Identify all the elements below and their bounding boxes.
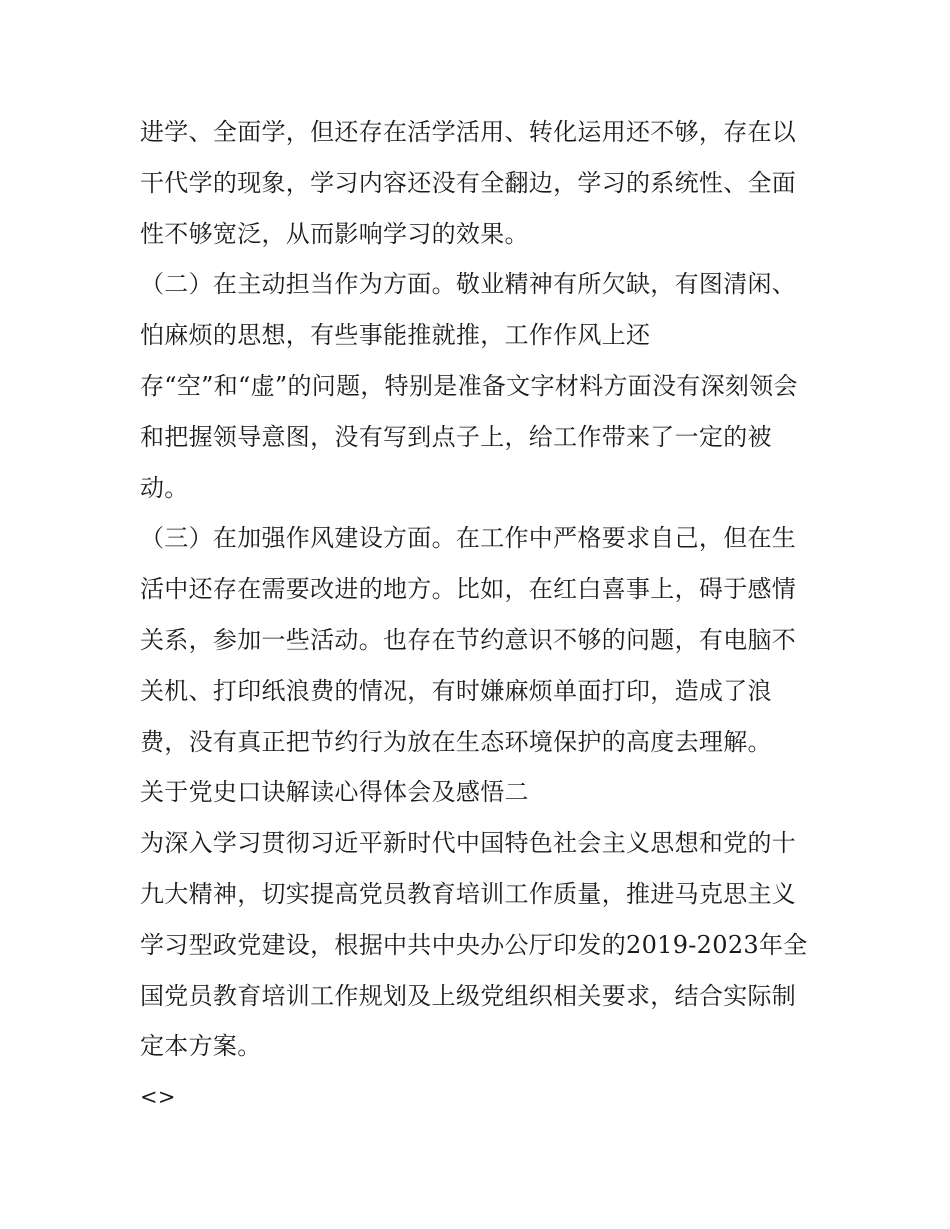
text-line: 定本方案。 [140,1032,262,1061]
text-line: 为深入学习贯彻习近平新时代中国特色社会主义思想和党的十 [140,829,797,858]
document-body [140,107,820,1123]
text-line: 费，没有真正把节约行为放在生态环境保护的高度去理解。 [140,727,772,756]
text-line: （二）在主动担当作为方面。敬业精神有所欠缺，有图清闲、 [140,270,797,299]
text-line: 进学、全面学，但还存在活学活用、转化运用还不够，存在以 [140,118,797,146]
section-heading: 关于党史口诀解读心得体会及感悟二 [140,778,529,807]
text-line: 动。 [140,473,189,502]
text-line: 干代学的现象，学习内容还没有全翻边，学习的系统性、全面 [140,168,797,197]
text-line: 和把握领导意图，没有写到点子上，给工作带来了一定的被 [140,422,772,451]
text-line: （三）在加强作风建设方面。在工作中严格要求自己，但在生 [140,524,797,553]
text-line: 关系，参加一些活动。也存在节约意识不够的问题，有电脑不 [140,625,797,654]
text-line: 怕麻烦的思想，有些事能推就推，工作作风上还 [140,321,651,350]
text-line: 九大精神，切实提高党员教育培训工作质量，推进马克思主义 [140,879,797,908]
text-line: 学习型政党建设，根据中共中央办公厅印发的2019-2023年全 [140,930,808,959]
angle-bracket-marker: <> [140,1085,176,1110]
text-line: 存“空”和“虚”的问题，特别是准备文字材料方面没有深刻领会 [140,371,798,400]
text-line: 关机、打印纸浪费的情况，有时嫌麻烦单面打印，造成了浪 [140,676,772,705]
text-line: 国党员教育培训工作规划及上级党组织相关要求，结合实际制 [140,981,797,1010]
text-line: 活中还存在需要改进的地方。比如，在红白喜事上，碍于感情 [140,575,797,604]
text-line: 性不够宽泛，从而影响学习的效果。 [140,219,529,248]
